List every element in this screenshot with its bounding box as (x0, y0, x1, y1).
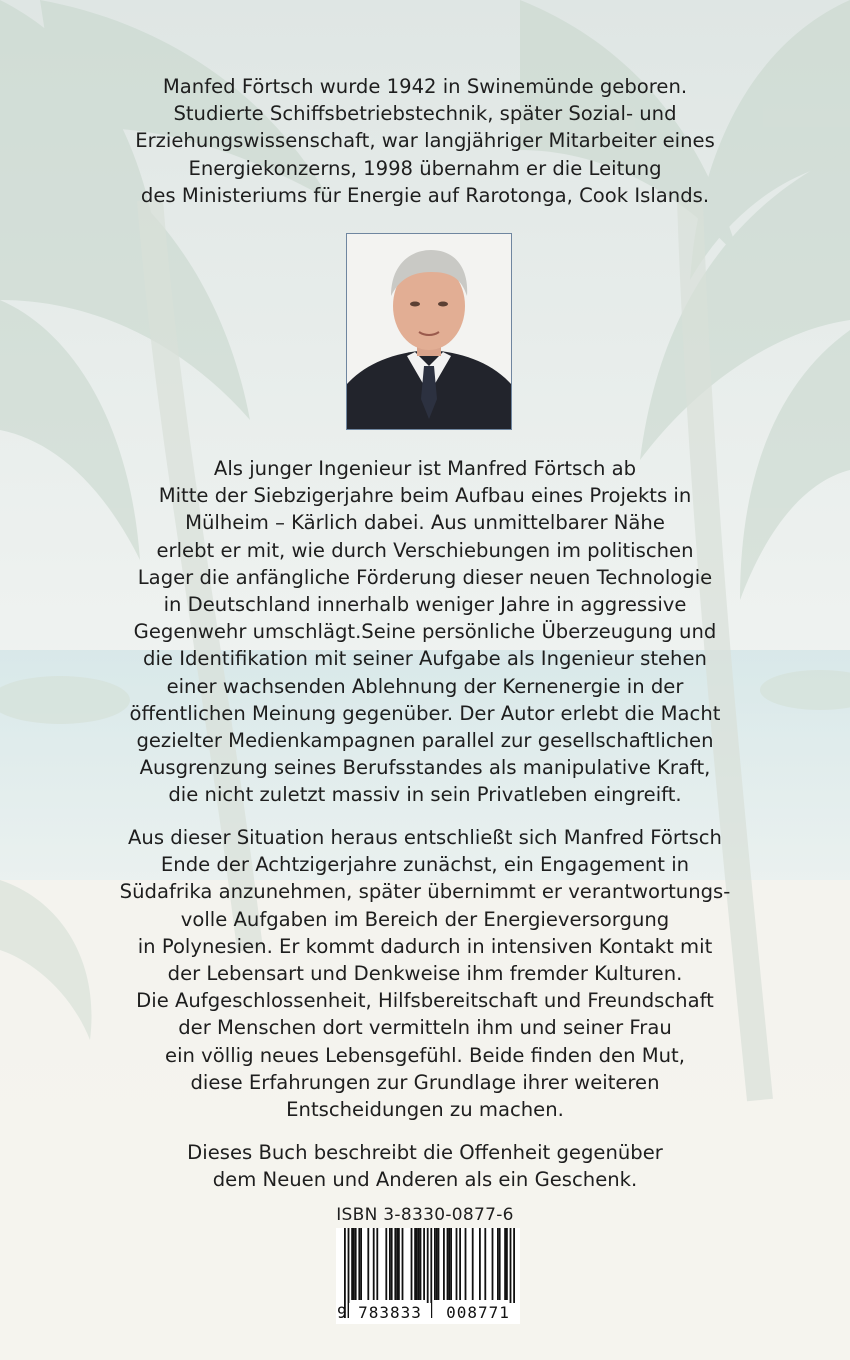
author-photo (346, 233, 512, 430)
description-line: der Lebensart und Denkweise ihm fremder Kulturen. (167, 962, 683, 986)
description-line: Südafrika anzunehmen, später übernimmt er verantwortungs- (119, 880, 731, 904)
description-line: der Menschen dort vermitteln ihm und seiner Frau (178, 1016, 672, 1040)
barcode-bar (411, 1228, 413, 1300)
description-line: öffentlichen Meinung gegenüber. Der Autor erlebt die Macht (129, 701, 721, 725)
description-line: Dieses Buch beschreibt die Offenheit gegenüber (187, 1141, 663, 1164)
description-line: erlebt er mit, wie durch Verschiebungen im politischen (156, 538, 694, 562)
barcode-bar (385, 1228, 387, 1300)
isbn-label: ISBN 3-8330-0877-6 (336, 1205, 514, 1225)
barcode-first-digit: 9 (337, 1303, 347, 1322)
description-line: volle Aufgaben im Bereich der Energieversorgung (180, 907, 670, 931)
author-bio (40, 73, 810, 209)
barcode-bar (443, 1228, 445, 1300)
barcode-bar (353, 1228, 355, 1300)
description-line: dem Neuen und Anderen als ein Geschenk. (212, 1168, 638, 1192)
description-line: gezielter Medienkampagnen parallel zur gesellschaftlichen (136, 729, 714, 753)
barcode-bar (459, 1228, 461, 1300)
bio-line: Erziehungswissenschaft, war langjähriger Mitarbeiter eines (135, 129, 715, 153)
bio-line: Manfed Förtsch wurde 1942 in Swinemünde geboren. (162, 75, 688, 98)
description-paragraph-1 (40, 455, 810, 809)
barcode-bar (472, 1228, 474, 1300)
barcode-bar (402, 1228, 404, 1300)
barcode-bar (497, 1228, 499, 1300)
description-line: in Polynesien. Er kommt dadurch in intensiven Kontakt mit (137, 934, 713, 958)
barcode-bar (367, 1228, 369, 1300)
bio-line: des Ministeriums für Energie auf Rarotonga, Cook Islands. (140, 183, 710, 207)
barcode-bar (351, 1228, 353, 1300)
description-line: Lager die anfängliche Förderung dieser neuen Technologie (137, 565, 713, 589)
barcode-bar (423, 1228, 425, 1300)
barcode-bar (438, 1228, 440, 1300)
barcode-bar (418, 1228, 420, 1300)
barcode-bar (389, 1228, 391, 1300)
barcode-bar (376, 1228, 378, 1300)
barcode-bar (479, 1228, 481, 1300)
barcode-bar (358, 1228, 360, 1300)
barcode-bar (416, 1228, 418, 1300)
barcode-bar (355, 1228, 357, 1300)
barcode-left-digits: 783833 (349, 1303, 431, 1322)
description-line: Aus dieser Situation heraus entschließt sich Manfred Förtsch (128, 826, 722, 849)
bio-line: Energiekonzerns, 1998 übernahm er die Leitung (188, 156, 662, 180)
description-line: ein völlig neues Lebensgefühl. Beide finden den Mut, (165, 1043, 685, 1067)
description-line: Ausgrenzung seines Berufsstandes als manipulative Kraft, (139, 756, 711, 780)
barcode-bar (492, 1228, 494, 1300)
barcode-bar (434, 1228, 436, 1300)
description-line: in Deutschland innerhalb weniger Jahre in aggressive (163, 593, 687, 617)
description-line: Die Aufgeschlossenheit, Hilfsbereitschaft und Freundschaft (136, 989, 714, 1013)
barcode-bar (420, 1228, 422, 1300)
barcode-bar (396, 1228, 398, 1300)
description-line: Mitte der Siebzigerjahre beim Aufbau eines Projekts in (158, 484, 692, 508)
barcode-bar (465, 1228, 467, 1300)
description-line: Gegenwehr umschlägt.Seine persönliche Überzeugung und (133, 620, 717, 644)
barcode-bar (448, 1228, 450, 1300)
bio-line: Studierte Schiffsbetriebstechnik, später Sozial- und (173, 102, 677, 126)
description-line: Mülheim – Kärlich dabei. Aus unmittelbarer Nähe (185, 511, 665, 535)
barcode-bar (373, 1228, 375, 1300)
description-line: die nicht zuletzt massiv in sein Privatleben eingreift. (168, 783, 682, 807)
barcode-bar (456, 1228, 458, 1300)
barcode-bar (450, 1228, 452, 1300)
description-line: Als junger Ingenieur ist Manfred Förtsch ab (213, 457, 637, 480)
description-paragraph-2 (40, 824, 810, 1123)
barcode-bar (391, 1228, 393, 1300)
barcode-bar (504, 1228, 506, 1300)
barcode-bar (447, 1228, 449, 1300)
description-line: Entscheidungen zu machen. (286, 1098, 564, 1122)
barcode-bar (360, 1228, 362, 1300)
barcode-bar (499, 1228, 501, 1300)
barcode-right-digits: 008771 (437, 1303, 519, 1322)
barcode-bar (484, 1228, 486, 1300)
barcode-digits (336, 1296, 520, 1322)
description-line: diese Erfahrungen zur Grundlage ihrer weiteren (190, 1070, 660, 1094)
description-line: die Identifikation mit seiner Aufgabe als Ingenieur stehen (143, 647, 707, 671)
barcode-bar (398, 1228, 400, 1300)
barcode-bar (506, 1228, 508, 1300)
description-paragraph-3 (40, 1139, 810, 1193)
description-line: einer wachsenden Ablehnung der Kernenergie in der (166, 674, 684, 698)
description-line: Ende der Achtzigerjahre zunächst, ein Engagement in (160, 853, 690, 877)
barcode-bar (436, 1228, 438, 1300)
barcode-bar (414, 1228, 416, 1300)
barcode-bar (394, 1228, 396, 1300)
